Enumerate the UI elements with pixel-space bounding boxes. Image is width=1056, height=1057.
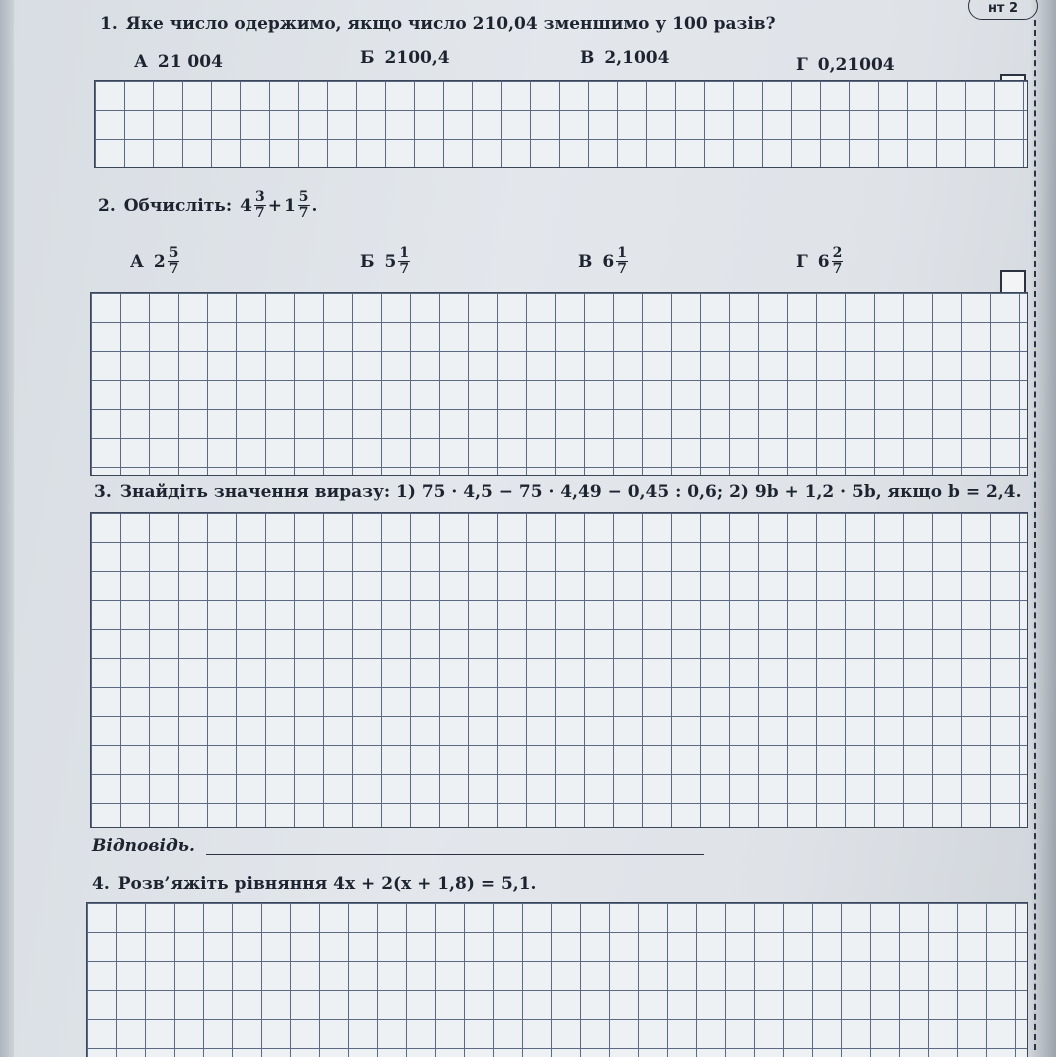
question-3-text: Знайдіть значення виразу: 1) 75 · 4,5 − 75 · 4,49 − 0,45 : 0,6; 2) 9b + 1,2 · 5b, якщо b = 2,4. [119, 482, 1022, 502]
q2-work-grid[interactable] [90, 292, 1028, 476]
q2-option-g[interactable]: Г 6 $\frac{2}{7}$ [796, 245, 843, 277]
question-4 [92, 874, 536, 894]
question-1-text: Яке число одержимо, якщо число 210,04 зменшимо у 100 разів? [125, 14, 776, 34]
q1-option-g[interactable]: Г 0,21004 [796, 55, 895, 75]
q2-option-b[interactable]: Б 5 $\frac{1}{7}$ [360, 245, 410, 277]
answer-line[interactable] [206, 854, 704, 855]
question-2-text: Обчисліть: [123, 195, 233, 216]
variant-badge: нт 2 [968, 0, 1038, 20]
q1-work-grid[interactable] [94, 80, 1028, 168]
question-3 [94, 482, 1022, 502]
question-4-text: Розв’яжіть рівняння 4x + 2(x + 1,8) = 5,1. [117, 874, 537, 894]
question-2-number: 2. [98, 195, 116, 216]
q1-option-b[interactable]: Б 2100,4 [360, 48, 450, 68]
cut-line [1034, 20, 1036, 1050]
question-1 [100, 14, 776, 34]
question-4-number: 4. [92, 874, 110, 894]
q1-option-a[interactable]: А 21 004 [134, 52, 223, 72]
q2-option-a[interactable]: А 2 $\frac{5}{7}$ [130, 245, 179, 277]
q1-option-v[interactable]: В 2,1004 [580, 48, 670, 68]
question-2 [98, 190, 317, 221]
page-left-edge [0, 0, 14, 1057]
question-3-number: 3. [94, 482, 112, 502]
q2-option-v[interactable]: В 6 $\frac{1}{7}$ [578, 245, 627, 277]
q4-work-grid[interactable] [86, 902, 1028, 1057]
q2-expression: 4 $\frac{3}{7}$ + 1 $\frac{5}{7}$ . [240, 189, 318, 221]
q3-work-grid[interactable] [90, 512, 1028, 828]
answer-label: Відповідь. [92, 836, 195, 856]
question-1-number: 1. [100, 14, 118, 34]
